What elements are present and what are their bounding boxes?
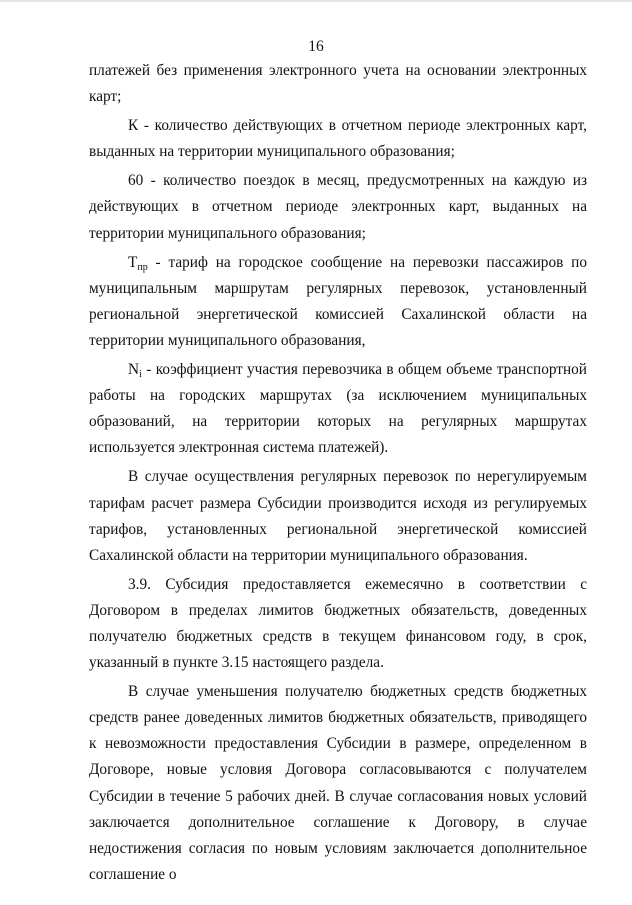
formula-subscript: i: [139, 369, 142, 381]
page-number: 16: [308, 38, 324, 55]
document-body: [89, 58, 587, 891]
paragraph-text: К - количество действующих в отчетном периоде электронных карт, выданных на территории муниципального образования;: [89, 117, 587, 161]
paragraph-text: - тариф на городское сообщение на перевозки пассажиров по муниципальным маршрутам регулярных перевозок, установленный региональной энергетической комиссией Сахалинской области на территории муниципального образования,: [89, 253, 587, 349]
formula-symbol: Т: [128, 253, 138, 271]
paragraph-tariff-definition: [89, 250, 587, 354]
formula-symbol: N: [128, 361, 140, 379]
paragraph-continuation: [89, 58, 587, 110]
paragraph-text: 60 - количество поездок в месяц, предусмотренных на каждую из действующих в отчетном периоде электронных карт, выданных на территории муниципального образования;: [89, 172, 587, 242]
paragraph-limit-reduction: [89, 679, 587, 888]
paragraph-text: 3.9. Субсидия предоставляется ежемесячно в соответствии с Договором в пределах лимитов бюджетных обязательств, доведенных получателю бюджетных средств в текущем финансовом году, в срок, указанный в пункте 3.15 настоящего раздела.: [89, 575, 587, 672]
paragraph-unregulated-tariffs: [89, 464, 587, 568]
paragraph-text: В случае осуществления регулярных перевозок по нерегулируемым тарифам расчет размера Субсидии производится исходя из регулируемых тарифов, установленных региональной энергетической комиссией Сахалинской области на территории муниципального образования.: [89, 468, 587, 564]
paragraph-text: - коэффициент участия перевозчика в общем объеме транспортной работы на городских маршрутах (за исключением муниципальных образований, на территории которых на регулярных маршрутах используется электронная система платежей).: [89, 361, 587, 457]
paragraph-text: В случае уменьшения получателю бюджетных средств бюджетных средств ранее доведенных лимитов бюджетных обязательств, приводящего к невозможности предоставления Субсидии в размере, определенном в Договоре, новые условия Договора согласовываются с получателем Субсидии в течение 5 рабочих дней. В случае согласования новых условий заключается дополнительное соглашение к Договору, в случае недостижения согласия по новым условиям заключается дополнительное соглашение о: [89, 683, 587, 883]
paragraph-text: платежей без применения электронного учета на основании электронных карт;: [89, 62, 587, 106]
scan-edge: [0, 0, 632, 2]
paragraph-k-definition: [89, 113, 587, 165]
paragraph-60-definition: [89, 168, 587, 246]
paragraph-clause-3-9: [89, 572, 587, 676]
paragraph-ni-definition: [89, 357, 587, 461]
formula-subscript: пр: [137, 261, 148, 273]
